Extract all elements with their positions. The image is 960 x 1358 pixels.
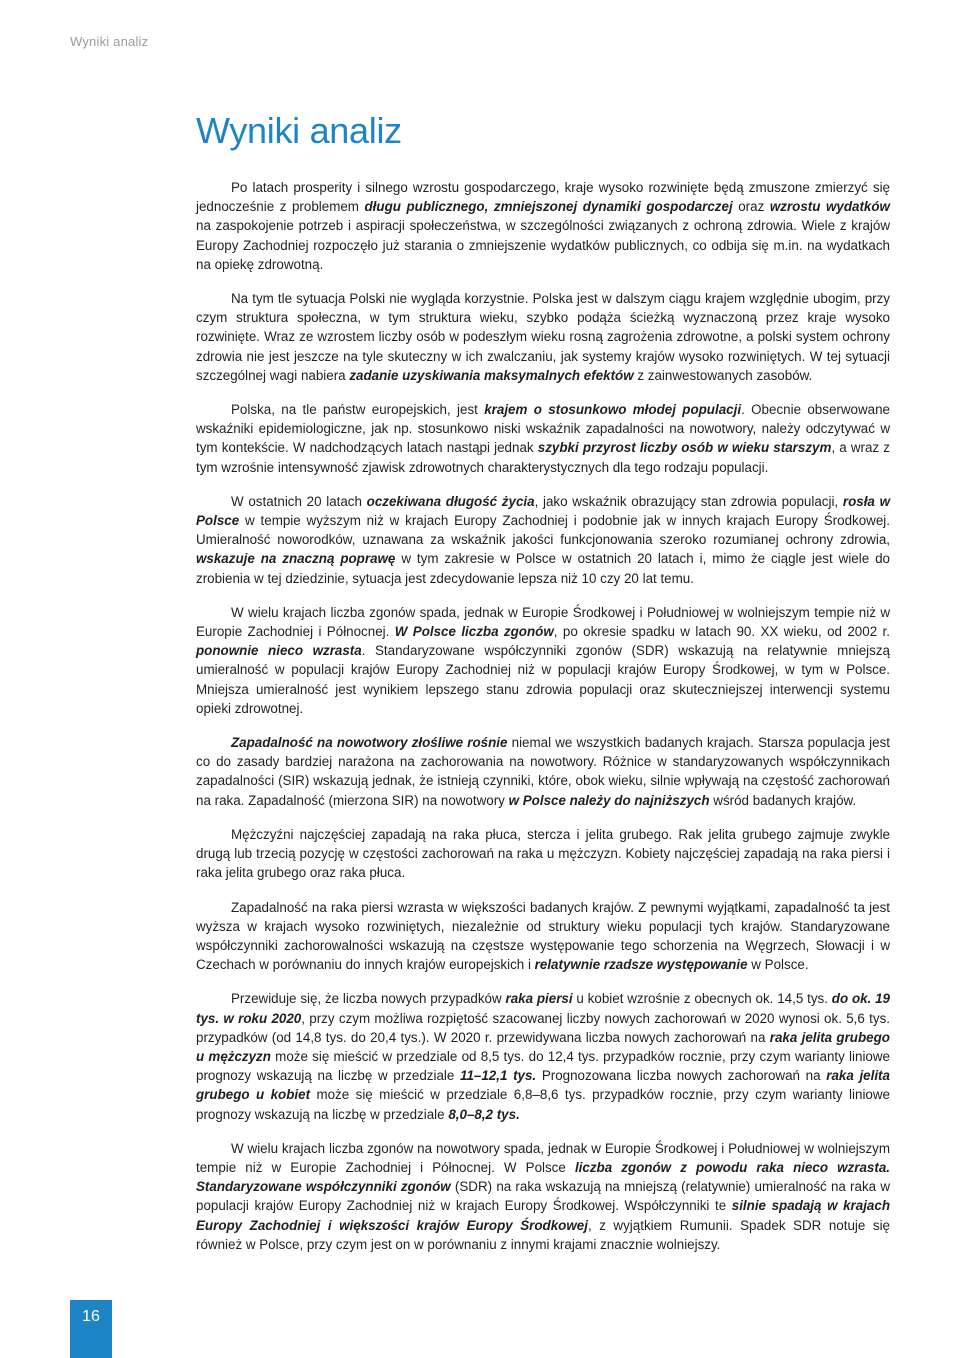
paragraph-text: Zapadalność na raka piersi wzrasta w większości badanych krajów. Z pewnymi wyjątkami, zapadalność ta jest wyższa w krajach wysoko rozwiniętych, niezależnie od struktury wieku populacji tych krajów. Standaryzowane współczynniki zachorowalności wskazują na częstsze występowanie tego schorzenia na Węgrzech, Słowacji i w Czechach w porównaniu do innych krajów europejskich i [196,899,890,973]
paragraph-text: z zainwestowanych zasobów. [633,367,813,383]
emphasis-text: raka jelita grubego u mężczyzn [196,1029,890,1064]
paragraph-text: , przy czym możliwa rozpiętość szacowanej liczby nowych zachorowań w 2020 wynosi ok. 5,6 tys. przypadków (od 14,8 tys. do 20,4 tys.). W 2020 r. przewidywana liczba nowych zachorowań na [196,1010,890,1045]
paragraph-text: Po latach prosperity i silnego wzrostu gospodarczego, kraje wysoko rozwinięte będą zmuszone zmierzyć się jednocześnie z problemem [196,180,890,215]
emphasis-text: Zapadalność na nowotwory złośliwe rośnie [231,735,508,751]
body-paragraph [196,603,890,718]
page-number: 16 [82,1308,100,1325]
body-text [196,178,890,1269]
emphasis-text: zadanie uzyskiwania maksymalnych efektów [349,367,634,383]
emphasis-text: W Polsce liczba zgonów [394,624,554,640]
body-paragraph [196,989,890,1123]
emphasis-text: 8,0–8,2 tys. [448,1106,520,1122]
paragraph-text: Polska, na tle państw europejskich, jest [231,402,485,418]
emphasis-text: 11–12,1 tys. [460,1068,537,1084]
emphasis-text: do ok. 19 tys. w roku 2020 [196,991,891,1026]
running-header: Wyniki analiz [70,34,149,49]
paragraph-text: W ostatnich 20 latach [231,493,367,509]
paragraph-text: niemal we wszystkich badanych krajach. Starsza populacja jest co do zasady bardziej narażona na zachorowania na nowotwory. Różnice w standaryzowanych współczynnikach zapadalności (SIR) wskazują jednak, że istnieją czynniki, które, obok wieku, silnie wpływają na częstość zachorowań na raka. Zapadalność (mierzona SIR) na nowotwory [196,735,891,808]
paragraph-text: Mężczyźni najczęściej zapadają na raka płuca, stercza i jelita grubego. Rak jelita grubego zajmuje zwykle drugą lub trzecią pozycję w częstości zachorowań na raka u mężczyzn. Kobiety najczęściej zapadają na raka piersi i raka jelita grubego oraz raka płuca. [196,826,890,881]
emphasis-text: krajem o stosunkowo młodej populacji [484,402,742,418]
emphasis-text: raka piersi [505,991,573,1007]
paragraph-text: może się mieścić w przedziale 6,8–8,6 tys. przypadków rocznie, przy czym warianty liniowe prognozy wskazują na liczbę w przedziale [196,1087,890,1122]
emphasis-text: w Polsce należy do najniższych [508,792,710,808]
body-paragraph [196,898,890,975]
paragraph-text: w Polsce. [747,957,809,973]
paragraph-text: , jako wskaźnik obrazujący stan zdrowia populacji, [534,493,843,509]
page-number-box [70,1300,112,1358]
page-title: Wyniki analiz [196,110,402,151]
emphasis-text: relatywnie rzadsze występowanie [534,957,748,973]
paragraph-text: wśród badanych krajów. [709,792,857,808]
emphasis-text: rosła w Polsce [196,493,890,529]
body-paragraph [196,178,890,274]
paragraph-text: Prognozowana liczba nowych zachorowań na [536,1068,827,1084]
emphasis-text: wzrostu wydatków [769,199,890,215]
body-paragraph [196,733,890,810]
paragraph-text: , po okresie spadku w latach 90. XX wieku, od 2002 r. [553,624,890,640]
paragraph-text: na zaspokojenie potrzeb i aspiracji społeczeństwa, w szczególności związanych z ochroną zdrowia. Wiele z krajów Europy Zachodniej rozpoczęło już starania o zmniejszenie wydatków publicznych, co odbija się m.in. na wydatkach na opiekę zdrowotną. [196,218,890,272]
paragraph-text: może się mieścić w przedziale od 8,5 tys. do 12,4 tys. przypadków rocznie, przy czym warianty liniowe prognozy wskazują na liczbę w przedziale [196,1048,890,1084]
body-paragraph [196,289,890,385]
body-paragraph [196,400,890,477]
body-paragraph [196,492,890,588]
emphasis-text: szybki przyrost liczby osób w wieku starszym [537,440,832,456]
emphasis-text: liczba zgonów z powodu raka nieco wzrasta. Standaryzowane współczynniki zgonów [196,1159,890,1195]
emphasis-text: ponownie nieco wzrasta [196,643,362,659]
paragraph-text: (SDR) na raka wskazują na mniejszą (relatywnie) umieralność na raka w populacji krajów Europy Zachodniej niż w krajach Europy Środkowej. Współczynniki te [196,1179,890,1214]
paragraph-text: oraz [732,199,770,215]
emphasis-text: długu publicznego, zmniejszonej dynamiki gospodarczej [364,199,733,215]
paragraph-text: Przewiduje się, że liczba nowych przypadków [231,991,506,1007]
body-paragraph [196,1139,890,1254]
paragraph-text: w tym zakresie w Polsce w ostatnich 20 latach i, mimo że ciągle jest wiele do zrobienia w tej dziedzinie, sytuacja jest zdecydowanie lepsza niż 10 czy 20 lat temu. [196,551,890,586]
paragraph-text: W wielu krajach liczba zgonów na nowotwory spada, jednak w Europie Środkowej i Południowej w wolniejszym tempie niż w Europie Zachodniej i Północnej. W Polsce [196,1140,890,1175]
paragraph-text: W wielu krajach liczba zgonów spada, jednak w Europie Środkowej i Południowej w wolniejszym tempie niż w Europie Zachodniej i Północnej. [196,604,890,640]
paragraph-text: , z wyjątkiem Rumunii. Spadek SDR notuje się również w Polsce, przy czym jest on w porównaniu z innymi krajami znacznie wolniejszy. [196,1217,890,1252]
paragraph-text: Na tym tle sytuacja Polski nie wygląda korzystnie. Polska jest w dalszym ciągu krajem względnie ubogim, przy czym struktura społeczna, w tym struktura wieku, szybko podąża ścieżką wyznaczoną przez kraje wysoko rozwinięte. Wraz ze wzrostem liczby osób w podeszłym wieku rosną zagrożenia zdrowotne, a polski system ochrony zdrowia nie jest jeszcze na tyle skuteczny w ich zwalczaniu, jak systemy krajów wysoko rozwiniętych. W tej sytuacji szczególnej wagi nabiera [196,291,890,383]
paragraph-text: , a wraz z tym wzrośnie intensywność zjawisk zdrowotnych charakterystycznych dla tego rodzaju populacji. [196,440,890,475]
emphasis-text: silnie spadają w krajach Europy Zachodniej i większości krajów Europy Środkowej [196,1198,890,1233]
paragraph-text: . Standaryzowane współczynniki zgonów (SDR) wskazują na relatywnie mniejszą umieralność w populacji krajów Europy Zachodniej niż w populacji krajów Europy Środkowej, w tym w Polsce. Mniejsza umieralność jest wynikiem lepszego stanu zdrowia populacji oraz skuteczniejszej interwencji systemu opieki zdrowotnej. [196,643,890,716]
body-paragraph [196,825,890,883]
paragraph-text: . Obecnie obserwowane wskaźniki epidemiologiczne, jak np. stosunkowo niski wskaźnik zapadalności na nowotwory, należy odczytywać w tym kontekście. W nadchodzących latach nastąpi jednak [196,402,890,456]
emphasis-text: oczekiwana długość życia [366,493,535,509]
paragraph-text: w tempie wyższym niż w krajach Europy Zachodniej i podobnie jak w innych krajach Europy Środkowej. Umieralność noworodków, uznawana za wskaźnik jakości funkcjonowania szeroko rozumianej ochrony zdrowia, [196,513,890,548]
emphasis-text: raka jelita grubego u kobiet [196,1068,890,1103]
emphasis-text: wskazuje na znaczną poprawę [196,551,396,567]
paragraph-text: u kobiet wzrośnie z obecnych ok. 14,5 tys. [572,991,832,1007]
